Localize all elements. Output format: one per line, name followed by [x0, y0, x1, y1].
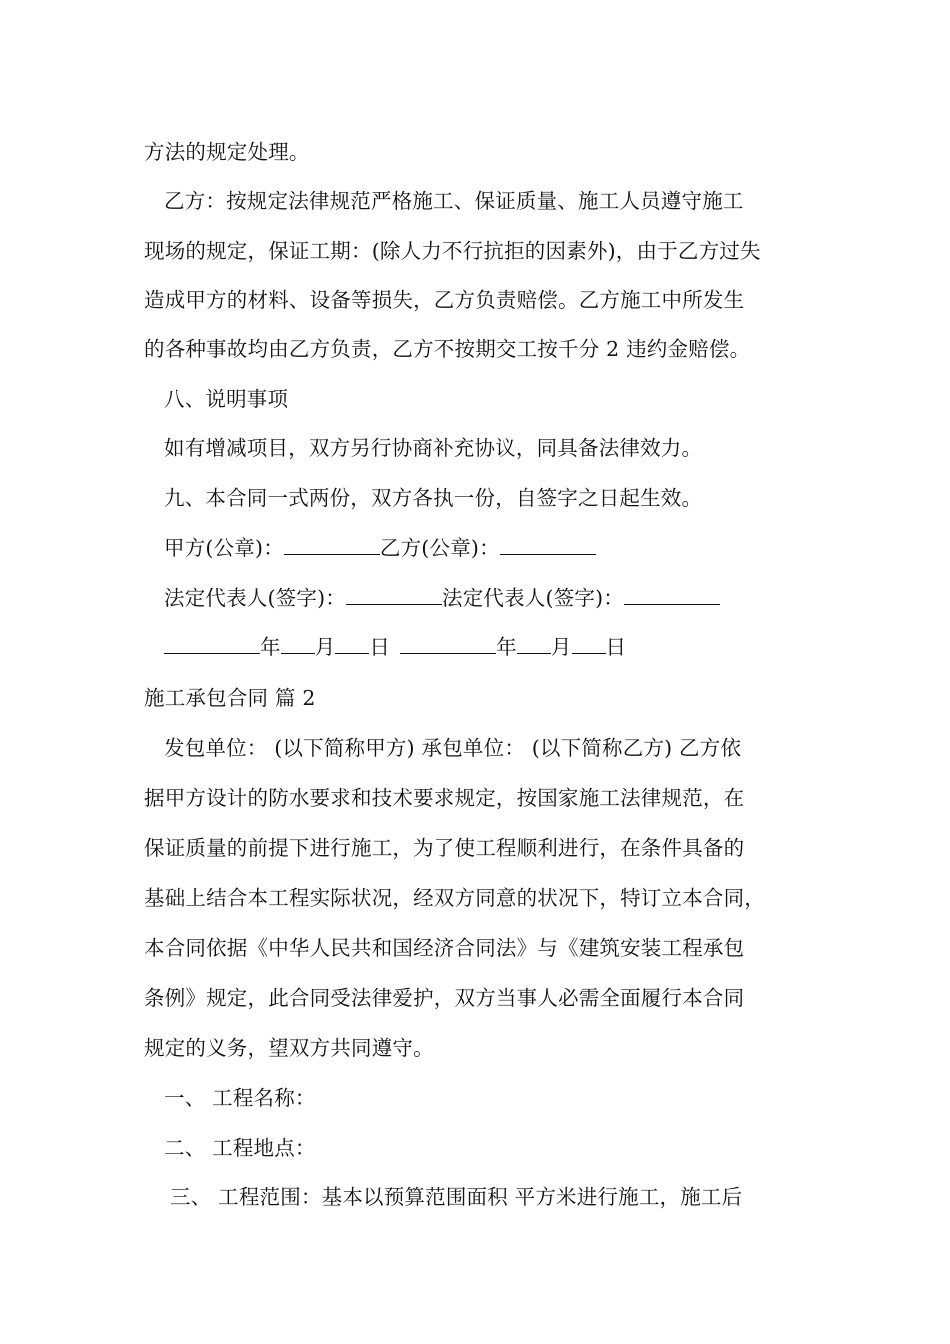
paragraph-line: 条例》规定，此合同受法律爱护，双方当事人必需全面履行本合同 [144, 986, 745, 1010]
paragraph-line: 发包单位： (以下简称甲方) 承包单位： (以下简称乙方) 乙方依 [164, 736, 742, 760]
paragraph-line: 造成甲方的材料、设备等损失，乙方负责赔偿。乙方施工中所发生 [144, 288, 745, 312]
paragraph-line: 保证质量的前提下进行施工，为了使工程顺利进行，在条件具备的 [144, 836, 745, 860]
paragraph-line: 基础上结合本工程实际状况，经双方同意的状况下，特订立本合同， [144, 886, 765, 910]
clause-item: 二、 工程地点： [164, 1136, 316, 1160]
representative-line [164, 583, 720, 613]
date-line [164, 632, 626, 662]
party-b-seal-label: 乙方(公章)： [379, 536, 500, 560]
year-label: 年 [260, 635, 281, 659]
paragraph-line: 方法的规定处理。 [144, 140, 310, 164]
paragraph-line: 规定的义务，望双方共同遵守。 [144, 1036, 434, 1060]
party-a-seal-blank [284, 536, 380, 555]
month-label: 月 [550, 635, 572, 659]
paragraph-line: 本合同依据《中华人民共和国经济合同法》与《建筑安装工程承包 [144, 936, 745, 960]
clause-item: 三、 工程范围：基本以预算范围面积 平方米进行施工，施工后 [170, 1185, 743, 1209]
paragraph-line: 如有增减项目，双方另行协商补充协议，同具备法律效力。 [164, 436, 703, 460]
paragraph-line: 乙方：按规定法律规范严格施工、保证质量、施工人员遵守施工 [164, 189, 744, 213]
rep-b-label: 法定代表人(签字)： [442, 586, 624, 610]
rep-a-blank [346, 586, 442, 605]
paragraph-line: 九、本合同一式两份，双方各执一份，自签字之日起生效。 [164, 486, 703, 510]
paragraph-line: 现场的规定，保证工期：(除人力不行抗拒的因素外)，由于乙方过失 [144, 239, 761, 263]
rep-a-label: 法定代表人(签字)： [164, 586, 346, 610]
year-blank-b [400, 635, 496, 654]
day-blank-a [335, 635, 369, 654]
month-label: 月 [314, 635, 336, 659]
month-blank-b [517, 635, 551, 654]
section-title: 施工承包合同 篇 2 [144, 686, 316, 710]
section-heading: 八、说明事项 [164, 387, 289, 411]
party-a-seal-label: 甲方(公章)： [164, 536, 284, 560]
day-label: 日 [369, 635, 391, 659]
paragraph-line: 的各种事故均由乙方负责，乙方不按期交工按千分 2 违约金赔偿。 [144, 337, 751, 361]
paragraph-line: 据甲方设计的防水要求和技术要求规定，按国家施工法律规范，在 [144, 786, 745, 810]
year-label: 年 [496, 635, 517, 659]
year-blank-a [164, 635, 260, 654]
clause-item: 一、 工程名称： [164, 1086, 316, 1110]
seal-line [164, 533, 596, 563]
day-label: 日 [605, 635, 627, 659]
month-blank-a [281, 635, 315, 654]
day-blank-b [572, 635, 606, 654]
rep-b-blank [624, 586, 720, 605]
party-b-seal-blank [500, 536, 596, 555]
